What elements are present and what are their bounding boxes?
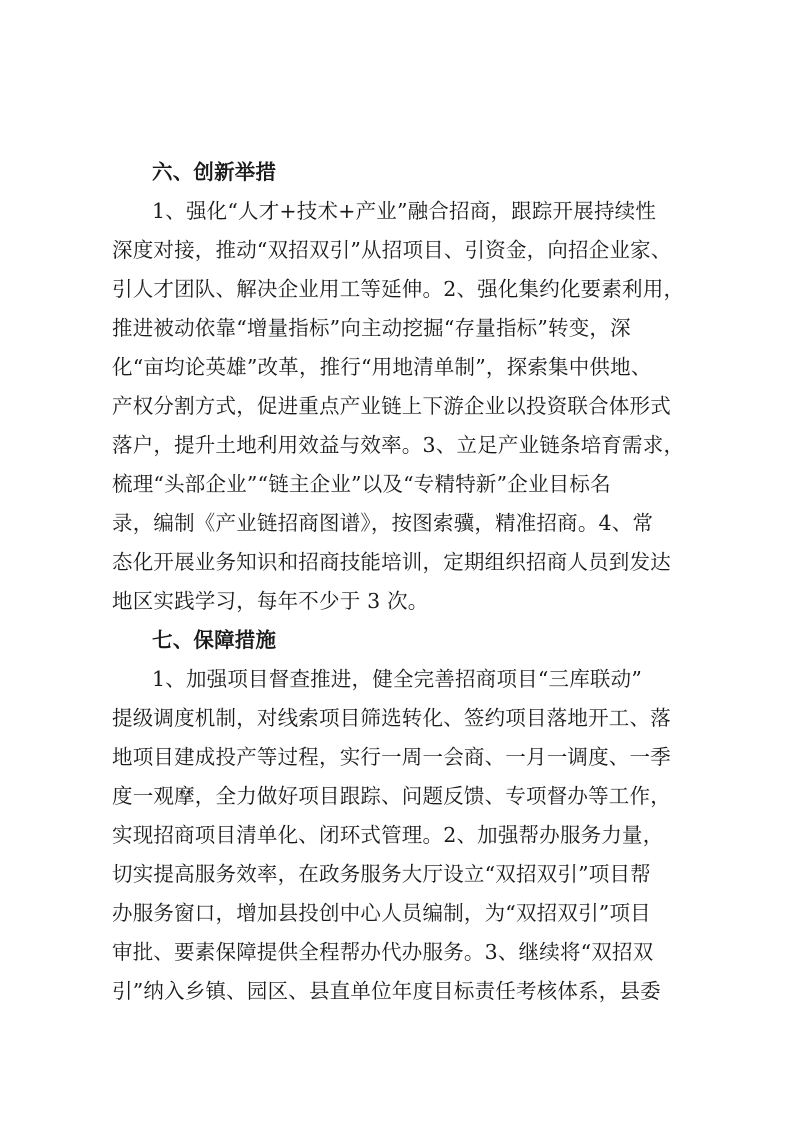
paragraph-line: 地项目建成投产等过程，实行一周一会商、一月一调度、一季: [112, 745, 671, 769]
paragraph-line: 审批、要素保障提供全程帮办代办服务。3、继续将“双招双: [112, 940, 654, 964]
section-heading-innovation: 六、创新举措: [152, 160, 277, 184]
paragraph-line: 1、加强项目督查推进，健全完善招商项目“三库联动”: [152, 667, 643, 691]
paragraph-line: 产权分割方式，促进重点产业链上下游企业以投资联合体形式: [112, 394, 671, 418]
paragraph-line: 切实提高服务效率，在政务服务大厅设立“双招双引”项目帮: [112, 862, 651, 886]
paragraph-line: 录，编制《产业链招商图谱》，按图索骥，精准招商。4、常: [112, 511, 654, 535]
paragraph-line: 引”纳入乡镇、园区、县直单位年度目标责任考核体系，县委: [112, 979, 661, 1003]
paragraph-line: 地区实践学习，每年不少于 3 次。: [112, 589, 429, 613]
paragraph-line: 度一观摩，全力做好项目跟踪、问题反馈、专项督办等工作，: [112, 784, 671, 808]
paragraph-line: 梳理“头部企业”“链主企业”以及“专精特新”企业目标名: [112, 472, 611, 496]
paragraph-line: 化“亩均论英雄”改革，推行“用地清单制”，探索集中供地、: [112, 355, 652, 379]
paragraph-line: 提级调度机制，对线索项目筛选转化、签约项目落地开工、落: [112, 706, 671, 730]
paragraph-line: 深度对接，推动“双招双引”从招项目、引资金，向招企业家、: [112, 238, 672, 262]
paragraph-line: 实现招商项目清单化、闭环式管理。2、加强帮办服务力量，: [112, 823, 664, 847]
paragraph-line: 态化开展业务知识和招商技能培训，定期组织招商人员到发达: [112, 550, 671, 574]
paragraph-line: 办服务窗口，增加县投创中心人员编制，为“双招双引”项目: [112, 901, 651, 925]
paragraph-line: 引人才团队、解决企业用工等延伸。2、强化集约化要素利用，: [112, 277, 685, 301]
paragraph-line: 1、强化“人才+技术+产业”融合招商，跟踪开展持续性: [152, 199, 657, 223]
paragraph-line: 推进被动依靠“增量指标”向主动挖掘“存量指标”转变，深: [112, 316, 631, 340]
paragraph-line: 落户，提升土地利用效益与效率。3、立足产业链条培育需求，: [112, 433, 685, 457]
section-heading-safeguards: 七、保障措施: [152, 628, 277, 652]
